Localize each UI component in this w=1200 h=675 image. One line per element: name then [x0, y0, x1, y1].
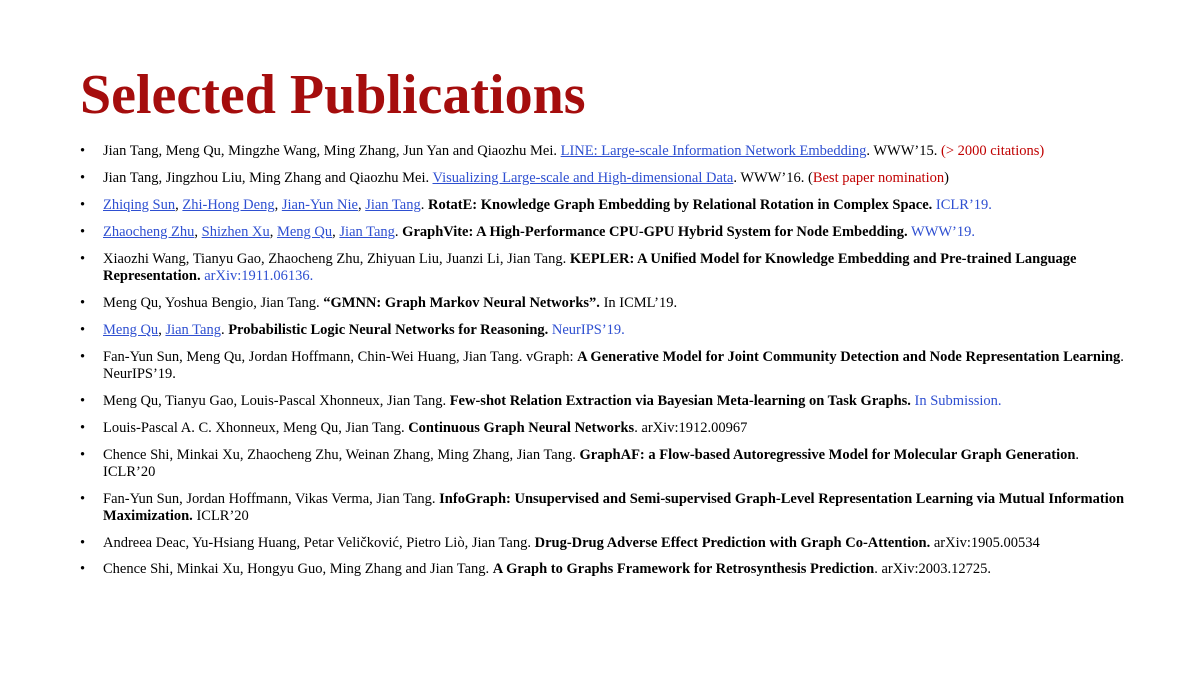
pub-venue: . NeurIPS’19.: [103, 349, 1124, 382]
bullet-icon: •: [80, 491, 86, 507]
pub-authors: Jian Tang, Meng Qu, Mingzhe Wang, Ming Zhang, Jun Yan and Qiaozhu Mei.: [103, 143, 561, 159]
author-link[interactable]: Zhi-Hong Deng: [182, 197, 275, 213]
pub-authors: Meng Qu, Tianyu Gao, Louis-Pascal Xhonneux, Jian Tang.: [103, 393, 450, 409]
pub-title: GraphVite: A High-Performance CPU-GPU Hybrid System for Node Embedding.: [402, 224, 908, 240]
pub-venue: NeurIPS’19.: [548, 322, 625, 338]
slide-title: Selected Publications: [80, 64, 586, 126]
pub-authors: Chence Shi, Minkai Xu, Hongyu Guo, Ming Zhang and Jian Tang.: [103, 561, 493, 577]
pub-authors: Chence Shi, Minkai Xu, Zhaocheng Zhu, Weinan Zhang, Ming Zhang, Jian Tang.: [103, 447, 580, 463]
pub-authors: Louis-Pascal A. C. Xhonneux, Meng Qu, Jian Tang.: [103, 420, 409, 436]
pub-authors: Meng Qu, Yoshua Bengio, Jian Tang.: [103, 295, 324, 311]
pub-venue: . ICLR’20: [103, 447, 1080, 480]
separator: ,: [194, 224, 202, 240]
author-link[interactable]: Jian-Yun Nie: [281, 197, 358, 213]
separator: .: [394, 224, 403, 240]
bullet-icon: •: [80, 295, 86, 311]
pub-venue: . arXiv:1912.00967: [634, 420, 748, 436]
publication-item: [80, 322, 1130, 339]
separator: .: [220, 322, 229, 338]
publication-item: [80, 447, 1130, 481]
separator: ,: [158, 322, 166, 338]
pub-venue: ICLR’19.: [932, 197, 992, 213]
separator: ,: [332, 224, 340, 240]
pub-paper-link[interactable]: LINE: Large-scale Information Network Embedding: [560, 143, 867, 159]
bullet-icon: •: [80, 224, 86, 240]
publication-item: [80, 224, 1130, 241]
bullet-icon: •: [80, 393, 86, 409]
pub-venue: . arXiv:2003.12725.: [874, 561, 991, 577]
author-link[interactable]: Zhaocheng Zhu: [103, 224, 195, 240]
pub-title: RotatE: Knowledge Graph Embedding by Relational Rotation in Complex Space.: [427, 197, 933, 213]
pub-title: InfoGraph: Unsupervised and Semi-supervised Graph-Level Representation Learning via Mutual Information Maximization.: [103, 491, 1125, 524]
publication-item: [80, 349, 1130, 383]
publication-item: [80, 561, 1130, 578]
separator: ,: [357, 197, 366, 213]
pub-note-close: ): [944, 170, 949, 186]
author-link[interactable]: Jian Tang: [165, 322, 221, 338]
publication-item: [80, 295, 1130, 312]
pub-authors: Xiaozhi Wang, Tianyu Gao, Zhaocheng Zhu, Zhiyuan Liu, Juanzi Li, Jian Tang.: [103, 251, 570, 267]
pub-title: KEPLER: A Unified Model for Knowledge Embedding and Pre-trained Language Representation.: [103, 251, 1077, 284]
publication-item: [80, 491, 1130, 525]
pub-authors: Fan-Yun Sun, Jordan Hoffmann, Vikas Verma, Jian Tang.: [103, 491, 440, 507]
pub-paper-link[interactable]: Visualizing Large-scale and High-dimensional Data: [432, 170, 734, 186]
bullet-icon: •: [80, 420, 86, 436]
pub-title: Few-shot Relation Extraction via Bayesian Meta-learning on Task Graphs.: [449, 393, 911, 409]
pub-authors: Andreea Deac, Yu-Hsiang Huang, Petar Veličković, Pietro Liò, Jian Tang.: [103, 535, 535, 551]
bullet-icon: •: [80, 170, 86, 186]
pub-venue: In Submission.: [910, 393, 1002, 409]
author-link[interactable]: Shizhen Xu: [201, 224, 270, 240]
separator: ,: [274, 197, 282, 213]
publication-item: [80, 251, 1130, 285]
publication-item: [80, 420, 1130, 437]
pub-note: Best paper nomination: [812, 170, 945, 186]
publication-item: [80, 197, 1130, 214]
pub-venue: arXiv:1905.00534: [930, 535, 1040, 551]
author-link[interactable]: Meng Qu: [276, 224, 333, 240]
bullet-icon: •: [80, 535, 86, 551]
publication-item: [80, 143, 1130, 160]
pub-authors: Jian Tang, Jingzhou Liu, Ming Zhang and Qiaozhu Mei.: [103, 170, 433, 186]
author-link[interactable]: Jian Tang: [365, 197, 421, 213]
pub-title: A Generative Model for Joint Community Detection and Node Representation Learning: [577, 349, 1121, 365]
separator: ,: [175, 197, 183, 213]
pub-title: GraphAF: a Flow-based Autoregressive Model for Molecular Graph Generation: [579, 447, 1076, 463]
pub-authors: Fan-Yun Sun, Meng Qu, Jordan Hoffmann, Chin-Wei Huang, Jian Tang. vGraph:: [103, 349, 578, 365]
bullet-icon: •: [80, 143, 86, 159]
author-link[interactable]: Zhiqing Sun: [103, 197, 176, 213]
pub-title: Drug-Drug Adverse Effect Prediction with Graph Co-Attention.: [534, 535, 931, 551]
publication-item: [80, 535, 1130, 552]
bullet-icon: •: [80, 349, 86, 365]
pub-title: A Graph to Graphs Framework for Retrosynthesis Prediction: [492, 561, 875, 577]
publication-item: [80, 170, 1130, 187]
bullet-icon: •: [80, 197, 86, 213]
pub-venue: . WWW’16. (: [733, 170, 813, 186]
publication-list: [80, 143, 1130, 588]
pub-venue: arXiv:1911.06136.: [200, 268, 314, 284]
pub-venue: . WWW’15.: [866, 143, 941, 159]
author-link[interactable]: Meng Qu: [103, 322, 159, 338]
pub-venue: In ICML’19.: [599, 295, 678, 311]
pub-note: (> 2000 citations): [940, 143, 1045, 159]
author-link[interactable]: Jian Tang: [339, 224, 395, 240]
bullet-icon: •: [80, 561, 86, 577]
pub-title: “GMNN: Graph Markov Neural Networks”.: [323, 295, 600, 311]
pub-venue: ICLR’20: [192, 508, 249, 524]
pub-title: Probabilistic Logic Neural Networks for Reasoning.: [228, 322, 549, 338]
pub-title: Continuous Graph Neural Networks: [408, 420, 635, 436]
pub-venue: WWW’19.: [907, 224, 976, 240]
separator: ,: [269, 224, 277, 240]
bullet-icon: •: [80, 251, 86, 267]
separator: .: [420, 197, 428, 213]
bullet-icon: •: [80, 322, 86, 338]
publication-item: [80, 393, 1130, 410]
bullet-icon: •: [80, 447, 86, 463]
